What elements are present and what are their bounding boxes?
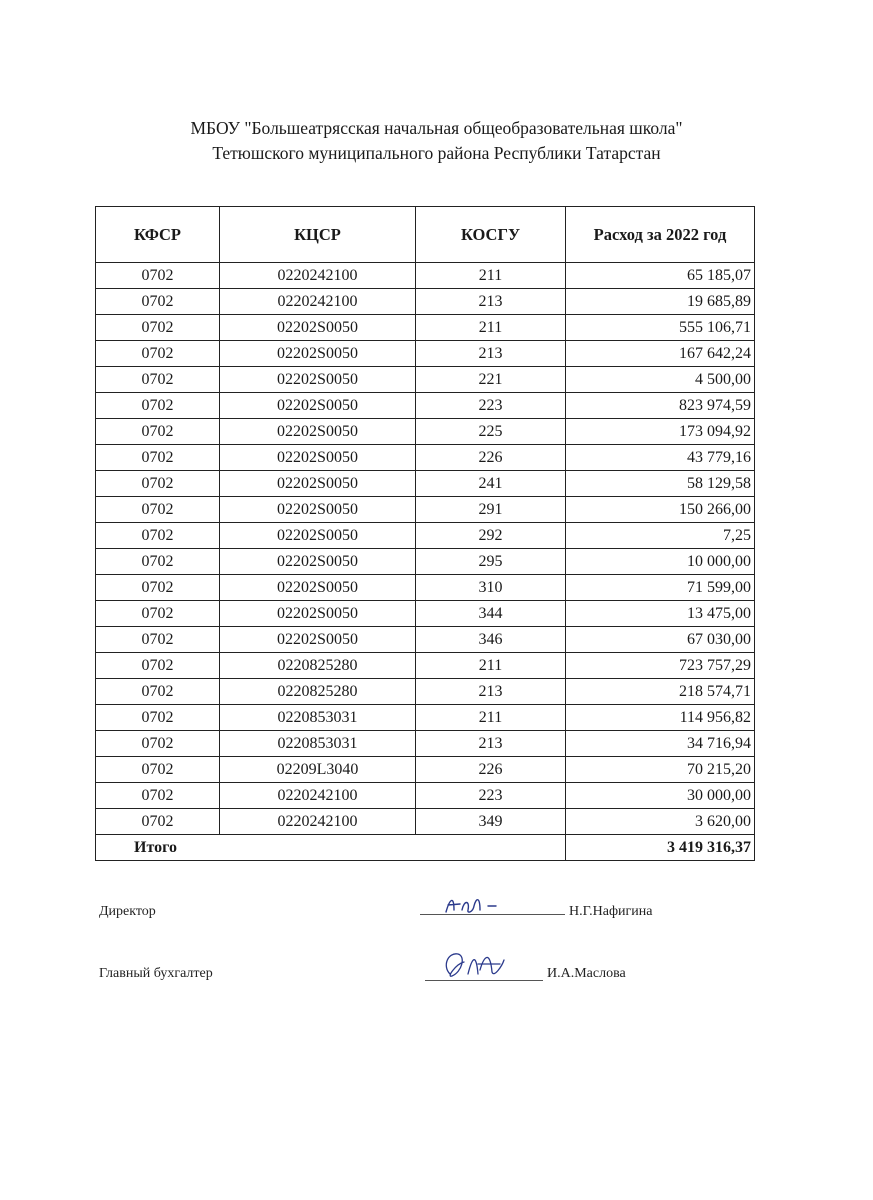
table-row xyxy=(96,757,755,783)
cell-kosgu: 223 xyxy=(416,393,566,419)
director-name: Н.Г.Нафигина xyxy=(569,904,653,919)
cell-kcsr: 02202S0050 xyxy=(220,627,416,653)
cell-kfsr: 0702 xyxy=(96,705,220,731)
cell-kcsr: 02202S0050 xyxy=(220,419,416,445)
accountant-signature xyxy=(438,944,518,984)
cell-kcsr: 02202S0050 xyxy=(220,523,416,549)
director-signature xyxy=(440,892,510,918)
cell-kosgu: 211 xyxy=(416,315,566,341)
cell-kosgu: 213 xyxy=(416,731,566,757)
cell-kcsr: 02202S0050 xyxy=(220,315,416,341)
cell-kosgu: 291 xyxy=(416,497,566,523)
cell-kosgu: 211 xyxy=(416,263,566,289)
cell-kosgu: 213 xyxy=(416,341,566,367)
table-row xyxy=(96,653,755,679)
cell-amount: 218 574,71 xyxy=(566,679,755,705)
cell-amount: 10 000,00 xyxy=(566,549,755,575)
cell-kosgu: 310 xyxy=(416,575,566,601)
cell-kcsr: 02202S0050 xyxy=(220,549,416,575)
cell-kfsr: 0702 xyxy=(96,575,220,601)
cell-kfsr: 0702 xyxy=(96,523,220,549)
table-row xyxy=(96,341,755,367)
table-row xyxy=(96,497,755,523)
cell-kosgu: 226 xyxy=(416,445,566,471)
cell-amount: 58 129,58 xyxy=(566,471,755,497)
cell-kfsr: 0702 xyxy=(96,315,220,341)
cell-kcsr: 0220853031 xyxy=(220,731,416,757)
table-row xyxy=(96,393,755,419)
cell-kcsr: 0220242100 xyxy=(220,263,416,289)
cell-amount: 13 475,00 xyxy=(566,601,755,627)
cell-kcsr: 02202S0050 xyxy=(220,575,416,601)
cell-kosgu: 226 xyxy=(416,757,566,783)
table-row xyxy=(96,263,755,289)
cell-kcsr: 0220242100 xyxy=(220,783,416,809)
cell-kcsr: 02202S0050 xyxy=(220,497,416,523)
cell-kosgu: 241 xyxy=(416,471,566,497)
table-row xyxy=(96,419,755,445)
table-body xyxy=(96,263,755,835)
cell-kfsr: 0702 xyxy=(96,653,220,679)
cell-amount: 65 185,07 xyxy=(566,263,755,289)
cell-kfsr: 0702 xyxy=(96,471,220,497)
cell-kosgu: 213 xyxy=(416,289,566,315)
cell-kosgu: 211 xyxy=(416,705,566,731)
cell-kosgu: 349 xyxy=(416,809,566,835)
table-row xyxy=(96,731,755,757)
cell-kcsr: 02202S0050 xyxy=(220,445,416,471)
organization-district: Тетюшского муниципального района Республики Татарстан xyxy=(212,143,661,163)
table-row xyxy=(96,289,755,315)
cell-amount: 67 030,00 xyxy=(566,627,755,653)
cell-amount: 71 599,00 xyxy=(566,575,755,601)
cell-kcsr: 0220825280 xyxy=(220,679,416,705)
cell-kcsr: 02202S0050 xyxy=(220,471,416,497)
cell-kfsr: 0702 xyxy=(96,757,220,783)
cell-kcsr: 02209L3040 xyxy=(220,757,416,783)
cell-kosgu: 213 xyxy=(416,679,566,705)
cell-kfsr: 0702 xyxy=(96,809,220,835)
cell-kfsr: 0702 xyxy=(96,367,220,393)
cell-kfsr: 0702 xyxy=(96,731,220,757)
table-row xyxy=(96,809,755,835)
table-header-row xyxy=(96,207,755,263)
table-row xyxy=(96,679,755,705)
cell-kfsr: 0702 xyxy=(96,419,220,445)
cell-amount: 823 974,59 xyxy=(566,393,755,419)
cell-kfsr: 0702 xyxy=(96,627,220,653)
cell-kosgu: 211 xyxy=(416,653,566,679)
cell-kfsr: 0702 xyxy=(96,497,220,523)
col-header-kosgu: КОСГУ xyxy=(416,207,566,263)
table-row xyxy=(96,601,755,627)
accountant-title: Главный бухгалтер xyxy=(99,966,213,981)
cell-kosgu: 295 xyxy=(416,549,566,575)
cell-amount: 43 779,16 xyxy=(566,445,755,471)
cell-kfsr: 0702 xyxy=(96,601,220,627)
cell-kcsr: 0220825280 xyxy=(220,653,416,679)
cell-kcsr: 0220242100 xyxy=(220,809,416,835)
cell-kfsr: 0702 xyxy=(96,289,220,315)
document-header xyxy=(0,116,873,166)
cell-amount: 19 685,89 xyxy=(566,289,755,315)
organization-name: МБОУ "Большеатрясская начальная общеобразовательная школа" xyxy=(190,118,683,138)
table-row xyxy=(96,627,755,653)
col-header-kcsr: КЦСР xyxy=(220,207,416,263)
cell-amount: 34 716,94 xyxy=(566,731,755,757)
total-label: Итого xyxy=(96,835,566,861)
cell-kcsr: 02202S0050 xyxy=(220,601,416,627)
cell-amount: 30 000,00 xyxy=(566,783,755,809)
cell-amount: 70 215,20 xyxy=(566,757,755,783)
table-row xyxy=(96,367,755,393)
cell-kosgu: 344 xyxy=(416,601,566,627)
cell-kcsr: 02202S0050 xyxy=(220,393,416,419)
cell-kcsr: 0220242100 xyxy=(220,289,416,315)
cell-kfsr: 0702 xyxy=(96,393,220,419)
table-row xyxy=(96,445,755,471)
cell-amount: 114 956,82 xyxy=(566,705,755,731)
cell-kosgu: 346 xyxy=(416,627,566,653)
table-row xyxy=(96,471,755,497)
cell-amount: 3 620,00 xyxy=(566,809,755,835)
cell-kcsr: 02202S0050 xyxy=(220,341,416,367)
cell-kfsr: 0702 xyxy=(96,783,220,809)
cell-amount: 7,25 xyxy=(566,523,755,549)
cell-kfsr: 0702 xyxy=(96,445,220,471)
cell-kosgu: 225 xyxy=(416,419,566,445)
cell-kcsr: 02202S0050 xyxy=(220,367,416,393)
col-header-kfsr: КФСР xyxy=(96,207,220,263)
cell-amount: 723 757,29 xyxy=(566,653,755,679)
expenses-table xyxy=(95,206,755,861)
total-amount: 3 419 316,37 xyxy=(566,835,755,861)
table-row xyxy=(96,523,755,549)
table-row xyxy=(96,315,755,341)
cell-kosgu: 292 xyxy=(416,523,566,549)
cell-kosgu: 221 xyxy=(416,367,566,393)
accountant-name: И.А.Маслова xyxy=(547,966,626,981)
cell-kfsr: 0702 xyxy=(96,341,220,367)
cell-amount: 173 094,92 xyxy=(566,419,755,445)
cell-kfsr: 0702 xyxy=(96,263,220,289)
cell-amount: 150 266,00 xyxy=(566,497,755,523)
col-header-amount: Расход за 2022 год xyxy=(566,207,755,263)
table-row xyxy=(96,705,755,731)
cell-kfsr: 0702 xyxy=(96,679,220,705)
cell-amount: 167 642,24 xyxy=(566,341,755,367)
cell-kfsr: 0702 xyxy=(96,549,220,575)
total-row xyxy=(96,835,755,861)
cell-kosgu: 223 xyxy=(416,783,566,809)
cell-amount: 4 500,00 xyxy=(566,367,755,393)
table-row xyxy=(96,549,755,575)
director-title: Директор xyxy=(99,904,156,919)
table-row xyxy=(96,783,755,809)
table-row xyxy=(96,575,755,601)
cell-amount: 555 106,71 xyxy=(566,315,755,341)
cell-kcsr: 0220853031 xyxy=(220,705,416,731)
